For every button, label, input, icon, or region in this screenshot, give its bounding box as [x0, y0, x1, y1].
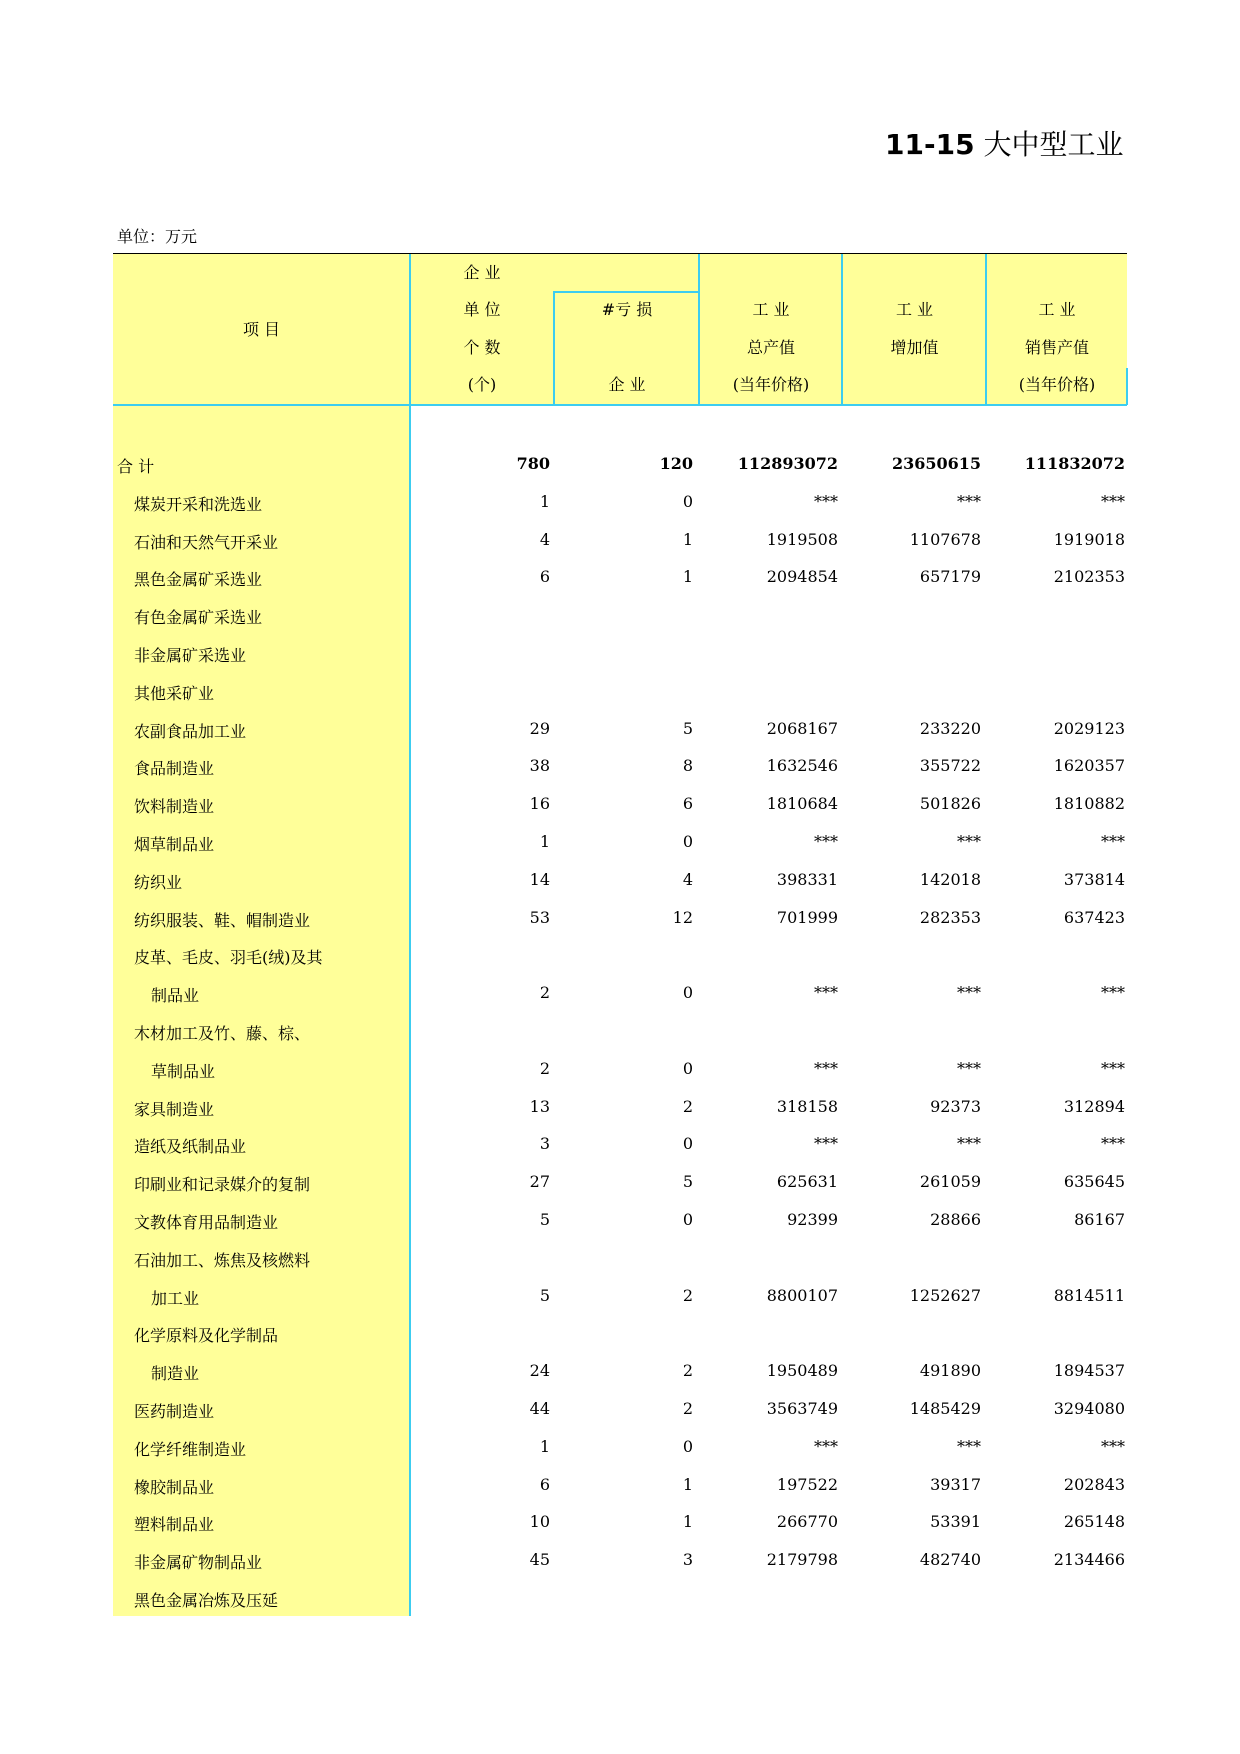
row-label: 制品业: [151, 986, 200, 1006]
cell-value-added: 92373: [930, 1096, 981, 1116]
table-row: [0, 1050, 1240, 1088]
cell-loss-count: 2: [682, 1361, 693, 1381]
cell-gross-output: 2179798: [766, 1550, 838, 1570]
cell-value-added: 1485429: [909, 1399, 981, 1418]
table-row: [0, 1125, 1240, 1163]
header-count-2: 单 位: [463, 300, 501, 319]
table-row: [0, 1541, 1240, 1579]
row-label: 烟草制品业: [134, 835, 215, 854]
table-row: [0, 1579, 1240, 1617]
row-label: 食品制造业: [134, 759, 215, 779]
row-label: 饮料制造业: [134, 797, 215, 817]
cell-gross-output: 625631: [776, 1172, 838, 1192]
table-row: [0, 445, 1240, 483]
cell-loss-count: 1: [682, 1512, 693, 1532]
cell-sales-output: 635645: [1063, 1172, 1125, 1192]
row-label: 医药制造业: [134, 1402, 215, 1421]
row-label: 橡胶制品业: [134, 1477, 215, 1497]
cell-value-added: 491890: [919, 1361, 981, 1381]
cell-sales-output: 2134466: [1053, 1550, 1125, 1570]
cell-gross-output: ***: [814, 983, 838, 1003]
cell-gross-output: 2094854: [766, 567, 838, 587]
cell-sales-output: 111832072: [1024, 454, 1125, 473]
cell-gross-output: 1632546: [766, 756, 838, 776]
row-label: 印刷业和记录媒介的复制: [134, 1175, 311, 1195]
row-label: 纺织服装、鞋、帽制造业: [134, 910, 311, 930]
cell-enterprise-count: 5: [539, 1210, 550, 1229]
table-row: [0, 785, 1240, 823]
cell-enterprise-count: 29: [529, 718, 550, 738]
cell-enterprise-count: 1: [539, 491, 550, 511]
cell-gross-output: 3563749: [766, 1399, 838, 1418]
cell-sales-output: 2102353: [1053, 567, 1125, 587]
page-title: [885, 125, 1125, 165]
cell-value-added: 233220: [919, 718, 981, 738]
cell-sales-output: 86167: [1074, 1210, 1125, 1229]
cell-gross-output: 197522: [776, 1474, 838, 1494]
header-added-2: 增加值: [890, 338, 939, 357]
header-output-1: 工 业: [752, 300, 790, 319]
cell-loss-count: 1: [682, 529, 693, 549]
cell-loss-count: 6: [682, 794, 693, 814]
row-label: 非金属矿采选业: [134, 646, 247, 665]
header-inner-rule: [553, 291, 699, 293]
cell-loss-count: 0: [682, 1058, 693, 1078]
table-row: [0, 1428, 1240, 1466]
table-row: [0, 823, 1240, 861]
table-row: [0, 1239, 1240, 1277]
cell-enterprise-count: 10: [529, 1512, 550, 1532]
header-bottom-rule: [113, 404, 1127, 406]
header-count-3: 个 数: [463, 338, 501, 357]
cell-sales-output: 202843: [1063, 1474, 1125, 1494]
cell-enterprise-count: 24: [529, 1361, 550, 1381]
table-row: [0, 1503, 1240, 1541]
header-output-2: 总产值: [746, 338, 795, 357]
row-label: 煤炭开采和洗选业: [134, 494, 263, 514]
row-label: 合 计: [117, 457, 155, 476]
cell-value-added: ***: [957, 1058, 981, 1078]
cell-sales-output: ***: [1101, 491, 1125, 511]
cell-gross-output: 701999: [776, 907, 838, 927]
cell-loss-count: 0: [682, 491, 693, 511]
cell-value-added: 53391: [930, 1512, 981, 1532]
row-label: 木材加工及竹、藤、棕、: [134, 1024, 311, 1043]
cell-sales-output: 265148: [1063, 1512, 1125, 1532]
cell-value-added: ***: [957, 983, 981, 1003]
cell-sales-output: 3294080: [1053, 1399, 1125, 1418]
cell-enterprise-count: 16: [529, 794, 550, 814]
row-label: 家具制造业: [134, 1099, 215, 1119]
row-label: 制造业: [151, 1364, 200, 1384]
cell-value-added: 28866: [930, 1210, 981, 1229]
cell-enterprise-count: 53: [529, 907, 550, 927]
cell-enterprise-count: 6: [539, 1474, 550, 1494]
cell-value-added: 657179: [919, 567, 981, 587]
table-row: [0, 1466, 1240, 1504]
table-row: [0, 1088, 1240, 1126]
cell-loss-count: 1: [682, 1474, 693, 1494]
cell-enterprise-count: 2: [539, 1058, 550, 1078]
table-row: [0, 634, 1240, 672]
table-title: 大中型工业: [983, 128, 1124, 161]
row-label: 非金属矿物制品业: [134, 1553, 263, 1573]
cell-enterprise-count: 2: [539, 983, 550, 1003]
cell-enterprise-count: 780: [516, 454, 550, 473]
header-loss-1: #亏 损: [601, 300, 653, 319]
cell-enterprise-count: 3: [539, 1134, 550, 1154]
cell-loss-count: 1: [682, 567, 693, 587]
cell-gross-output: 1810684: [766, 794, 838, 814]
cell-value-added: ***: [957, 832, 981, 851]
cell-value-added: 39317: [930, 1474, 981, 1494]
cell-value-added: ***: [957, 1134, 981, 1154]
table-row: [0, 1314, 1240, 1352]
cell-gross-output: 8800107: [766, 1285, 838, 1305]
table-row: [0, 1201, 1240, 1239]
table-number: 11-15: [885, 128, 975, 161]
cell-gross-output: ***: [814, 1058, 838, 1078]
cell-sales-output: ***: [1101, 1134, 1125, 1154]
cell-sales-output: 373814: [1063, 869, 1125, 889]
row-label: 皮革、毛皮、羽毛(绒)及其: [134, 948, 323, 968]
cell-gross-output: ***: [814, 1436, 838, 1456]
cell-value-added: 1252627: [909, 1285, 981, 1305]
cell-gross-output: 266770: [776, 1512, 838, 1532]
row-label: 有色金属矿采选业: [134, 608, 263, 628]
cell-gross-output: ***: [814, 832, 838, 851]
cell-enterprise-count: 1: [539, 1436, 550, 1456]
cell-loss-count: 5: [682, 1172, 693, 1192]
cell-value-added: 23650615: [891, 454, 981, 473]
row-label: 石油加工、炼焦及核燃料: [134, 1250, 311, 1270]
cell-loss-count: 0: [682, 1134, 693, 1154]
table-row: [0, 596, 1240, 634]
table-row: [0, 899, 1240, 937]
cell-sales-output: 8814511: [1053, 1285, 1125, 1305]
table-row: [0, 861, 1240, 899]
cell-value-added: ***: [957, 1436, 981, 1456]
row-label: 化学纤维制造业: [134, 1439, 247, 1459]
table-row: [0, 974, 1240, 1012]
cell-loss-count: 0: [682, 1436, 693, 1456]
cell-enterprise-count: 13: [529, 1096, 550, 1116]
cell-gross-output: 398331: [776, 869, 838, 889]
cell-value-added: 282353: [919, 907, 981, 927]
cell-sales-output: ***: [1101, 1058, 1125, 1078]
cell-sales-output: 1894537: [1053, 1361, 1125, 1381]
cell-enterprise-count: 6: [539, 567, 550, 587]
table-row: [0, 936, 1240, 974]
cell-enterprise-count: 45: [529, 1550, 550, 1570]
row-label: 纺织业: [134, 872, 183, 892]
cell-value-added: 142018: [919, 869, 981, 889]
header-count-4: (个): [467, 375, 497, 394]
table-row: [0, 672, 1240, 710]
cell-gross-output: ***: [814, 491, 838, 511]
cell-sales-output: ***: [1101, 983, 1125, 1003]
header-loss-2: 企 业: [608, 375, 646, 394]
header-added-1: 工 业: [895, 300, 934, 319]
cell-gross-output: ***: [814, 1134, 838, 1154]
table-row: [0, 483, 1240, 521]
table-row: [0, 1390, 1240, 1428]
row-label: 文教体育用品制造业: [134, 1213, 279, 1232]
cell-sales-output: 1810882: [1053, 794, 1125, 814]
header-output-3: (当年价格): [732, 375, 810, 394]
cell-enterprise-count: 27: [529, 1172, 550, 1192]
table-row: [0, 710, 1240, 748]
cell-enterprise-count: 38: [529, 756, 550, 776]
cell-sales-output: 1919018: [1053, 529, 1125, 549]
cell-enterprise-count: 4: [539, 529, 550, 549]
cell-loss-count: 3: [682, 1550, 693, 1570]
table-row: [0, 1163, 1240, 1201]
cell-gross-output: 92399: [787, 1210, 838, 1229]
cell-loss-count: 5: [682, 718, 693, 738]
cell-enterprise-count: 14: [529, 869, 550, 889]
table-top-border: [113, 253, 1127, 254]
header-item: 项 目: [242, 320, 281, 339]
row-label: 化学原料及化学制品: [134, 1326, 279, 1346]
header-count-1: 企 业: [463, 263, 501, 282]
cell-loss-count: 2: [682, 1399, 693, 1418]
cell-value-added: 261059: [919, 1172, 981, 1192]
table-row: [0, 1352, 1240, 1390]
cell-loss-count: 2: [682, 1096, 693, 1116]
cell-sales-output: 637423: [1063, 907, 1125, 927]
table-row: [0, 521, 1240, 559]
cell-enterprise-count: 44: [529, 1399, 550, 1418]
cell-loss-count: 8: [682, 756, 693, 776]
row-label: 造纸及纸制品业: [134, 1137, 247, 1157]
header-sales-2: 销售产值: [1024, 338, 1089, 357]
cell-loss-count: 2: [682, 1285, 693, 1305]
cell-loss-count: 4: [682, 869, 693, 889]
row-label: 塑料制品业: [134, 1515, 215, 1535]
cell-enterprise-count: 5: [539, 1285, 550, 1305]
cell-sales-output: 1620357: [1053, 756, 1125, 776]
cell-sales-output: ***: [1101, 832, 1125, 851]
cell-value-added: ***: [957, 491, 981, 511]
row-label: 黑色金属矿采选业: [134, 570, 263, 590]
header-sales-1: 工 业: [1038, 300, 1076, 319]
cell-value-added: 1107678: [909, 529, 981, 549]
table-row: [0, 747, 1240, 785]
cell-loss-count: 12: [672, 907, 693, 927]
row-label: 草制品业: [151, 1061, 216, 1081]
cell-loss-count: 0: [682, 1210, 693, 1229]
cell-value-added: 501826: [919, 794, 981, 814]
header-sales-3: (当年价格): [1018, 375, 1096, 394]
cell-gross-output: 2068167: [766, 718, 838, 738]
row-label: 石油和天然气开采业: [134, 532, 279, 552]
unit-label: 单位：万元: [117, 227, 198, 246]
cell-loss-count: 0: [682, 832, 693, 851]
cell-sales-output: 2029123: [1053, 718, 1125, 738]
cell-gross-output: 112893072: [737, 454, 838, 473]
cell-gross-output: 1950489: [766, 1361, 838, 1381]
row-label: 其他采矿业: [134, 683, 215, 703]
row-label: 加工业: [151, 1288, 200, 1308]
cell-loss-count: 0: [682, 983, 693, 1003]
cell-value-added: 482740: [919, 1550, 981, 1570]
cell-value-added: 355722: [919, 756, 981, 776]
table-row: [0, 558, 1240, 596]
cell-loss-count: 120: [659, 454, 693, 473]
cell-gross-output: 318158: [776, 1096, 838, 1116]
cell-sales-output: ***: [1101, 1436, 1125, 1456]
table-row: [0, 1012, 1240, 1050]
cell-enterprise-count: 1: [539, 832, 550, 851]
row-label: 黑色金属冶炼及压延: [134, 1591, 279, 1610]
cell-sales-output: 312894: [1063, 1096, 1125, 1116]
table-row: [0, 1277, 1240, 1315]
row-label: 农副食品加工业: [134, 721, 247, 741]
cell-gross-output: 1919508: [766, 529, 838, 549]
